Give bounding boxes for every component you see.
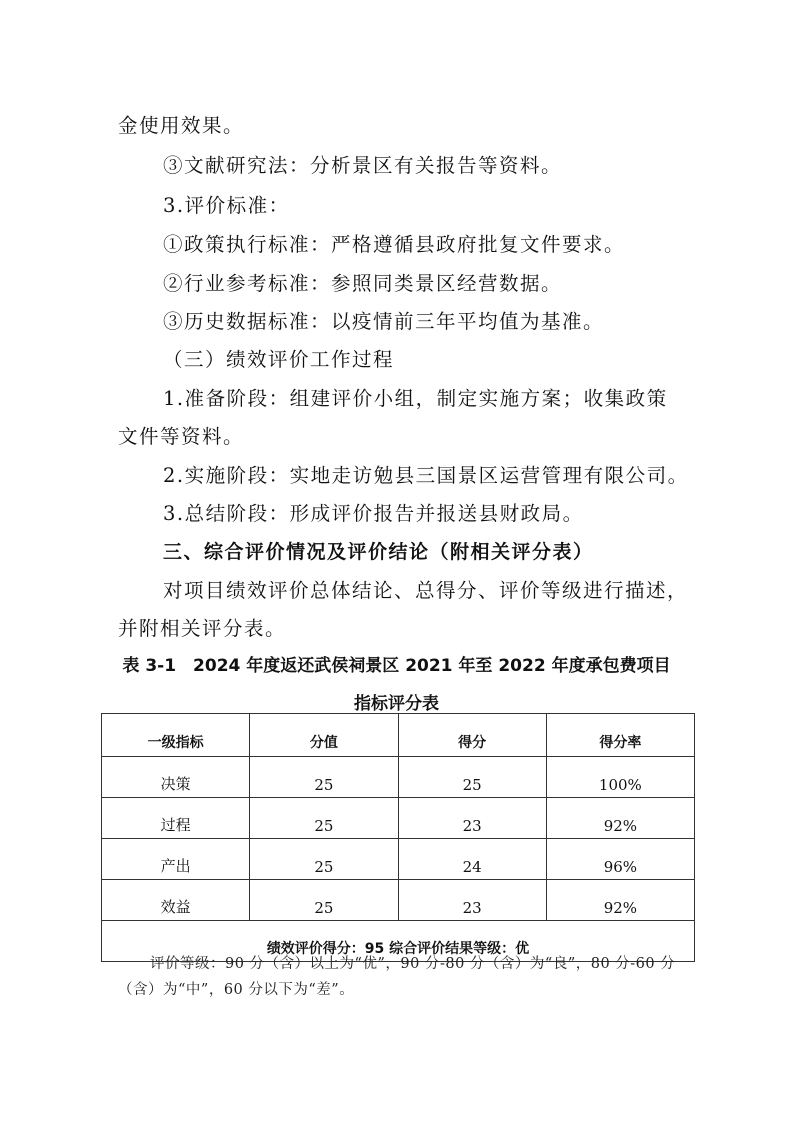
table-header-row: [102, 714, 695, 757]
paragraph-line: ②行业参考标准：参照同类景区经营数据。: [163, 272, 563, 295]
cell-max-score: 25: [250, 798, 398, 839]
section-heading: （三）绩效评价工作过程: [163, 348, 395, 371]
grading-note-line1: 评价等级：90 分（含）以上为“优”，90 分-80 分（含）为“良”，80 分-60 分: [150, 956, 676, 972]
header-cell: 分值: [250, 714, 398, 757]
cell-max-score: 25: [250, 757, 398, 798]
summary-cell: 绩效评价得分：95 综合评价结果等级：优: [102, 921, 695, 962]
header-cell: 得分率: [546, 714, 694, 757]
paragraph-line: 2.实施阶段：实地走访勉县三国景区运营管理有限公司。: [163, 464, 689, 487]
paragraph-line: ③文献研究法：分析景区有关报告等资料。: [163, 154, 563, 177]
score-table: [101, 713, 695, 962]
table-caption-line2: 指标评分表: [354, 694, 439, 714]
paragraph-line: 对项目绩效评价总体结论、总得分、评价等级进行描述，: [163, 579, 689, 602]
cell-indicator: 效益: [102, 880, 250, 921]
cell-indicator: 过程: [102, 798, 250, 839]
cell-rate: 92%: [546, 880, 694, 921]
paragraph-line: 3.总结阶段：形成评价报告并报送县财政局。: [163, 502, 584, 525]
header-cell: 一级指标: [102, 714, 250, 757]
paragraph-line: 文件等资料。: [118, 425, 245, 448]
header-cell: 得分: [398, 714, 546, 757]
paragraph-line: 并附相关评分表。: [118, 617, 287, 640]
table-caption: 表 3-1 2024 年度返还武侯祠景区 2021 年至 2022 年度承包费项目: [122, 656, 671, 676]
table-row: [102, 880, 695, 921]
cell-indicator: 产出: [102, 839, 250, 880]
table-row: [102, 798, 695, 839]
cell-indicator: 决策: [102, 757, 250, 798]
paragraph-line: ①政策执行标准：严格遵循县政府批复文件要求。: [163, 233, 626, 256]
cell-score: 23: [398, 798, 546, 839]
cell-score: 24: [398, 839, 546, 880]
paragraph-line: ③历史数据标准：以疫情前三年平均值为基准。: [163, 310, 605, 333]
grading-note-line2: （含）为“中”，60 分以下为“差”。: [118, 982, 355, 998]
paragraph-line: 3.评价标准：: [163, 194, 290, 217]
cell-max-score: 25: [250, 880, 398, 921]
table-row: [102, 839, 695, 880]
cell-max-score: 25: [250, 839, 398, 880]
table-row: [102, 757, 695, 798]
chapter-heading: 三、综合评价情况及评价结论（附相关评分表）: [163, 541, 594, 563]
cell-score: 23: [398, 880, 546, 921]
paragraph-line: 金使用效果。: [118, 114, 245, 137]
cell-rate: 100%: [546, 757, 694, 798]
cell-score: 25: [398, 757, 546, 798]
cell-rate: 96%: [546, 839, 694, 880]
paragraph-line: 1.准备阶段：组建评价小组，制定实施方案；收集政策: [163, 387, 668, 410]
cell-rate: 92%: [546, 798, 694, 839]
